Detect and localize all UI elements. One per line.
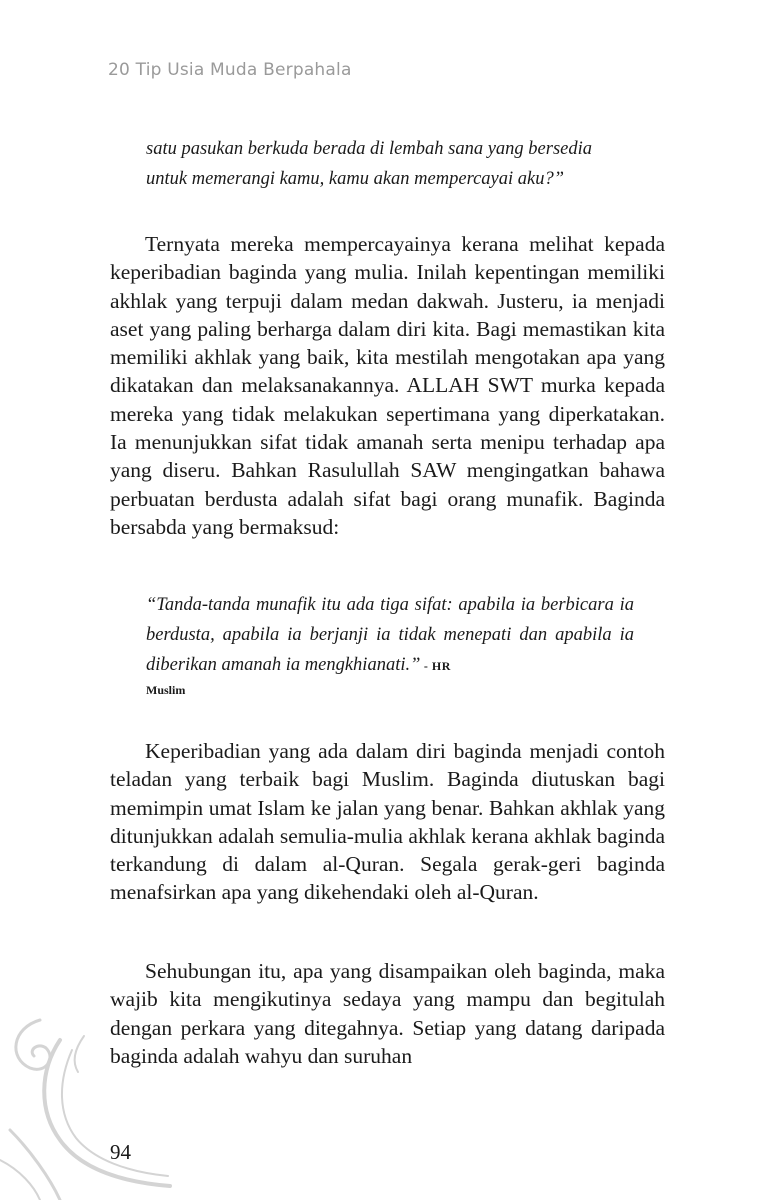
hadith-attribution-name: Muslim	[146, 683, 186, 697]
body-paragraph-3: Sehubungan itu, apa yang disampaikan oleh baginda, maka wajib kita mengikutinya sedaya yang mampu dan begitulah dengan perkara yang ditegahnya. Setiap yang datang daripada baginda adalah wahyu dan suruhan	[110, 959, 665, 1068]
floral-corner-ornament-icon	[0, 1010, 180, 1200]
hadith-attribution-prefix: - HR	[420, 659, 451, 673]
hadith-quote-text: “Tanda-tanda munafik itu ada tiga sifat: apabila ia berbicara ia berdusta, apabila ia berjanji ia tidak menepati dan apabila ia diberikan amanah ia mengkhianati.”	[146, 595, 634, 675]
page-number: 94	[110, 1140, 131, 1164]
running-header: 20 Tip Usia Muda Berpahala	[108, 60, 352, 80]
hadith-quote	[146, 590, 634, 701]
body-paragraph-2: Keperibadian yang ada dalam diri baginda menjadi contoh teladan yang terbaik bagi Muslim. Baginda diutuskan bagi memimpin umat Islam ke jalan yang benar. Bahkan akhlak yang ditunjukkan adalah semulia-mulia akhlak kerana akhlak baginda terkandung di dalam al-Quran. Segala gerak-geri baginda menafsirkan apa yang dikehendaki oleh al-Quran.	[110, 739, 665, 905]
opening-quote-continuation: satu pasukan berkuda berada di lembah sana yang bersedia untuk memerangi kamu, kamu akan mempercayai aku?”	[146, 139, 593, 189]
body-paragraph-1: Ternyata mereka mempercayainya kerana melihat kepada keperibadian baginda yang mulia. Inilah kepentingan memiliki akhlak yang terpuji dalam medan dakwah. Justeru, ia menjadi aset yang paling berharga dalam diri kita. Bagi memastikan kita memiliki akhlak yang baik, kita mestilah mengotakan apa yang dikatakan dan melaksanakannya. ALLAH SWT murka kepada mereka yang tidak melakukan sepertimana yang diperkatakan. Ia menunjukkan sifat tidak amanah serta menipu terhadap apa yang diseru. Bahkan Rasulullah SAW mengingatkan bahawa perbuatan berdusta adalah sifat bagi orang munafik. Baginda bersabda yang bermaksud:	[110, 232, 665, 539]
